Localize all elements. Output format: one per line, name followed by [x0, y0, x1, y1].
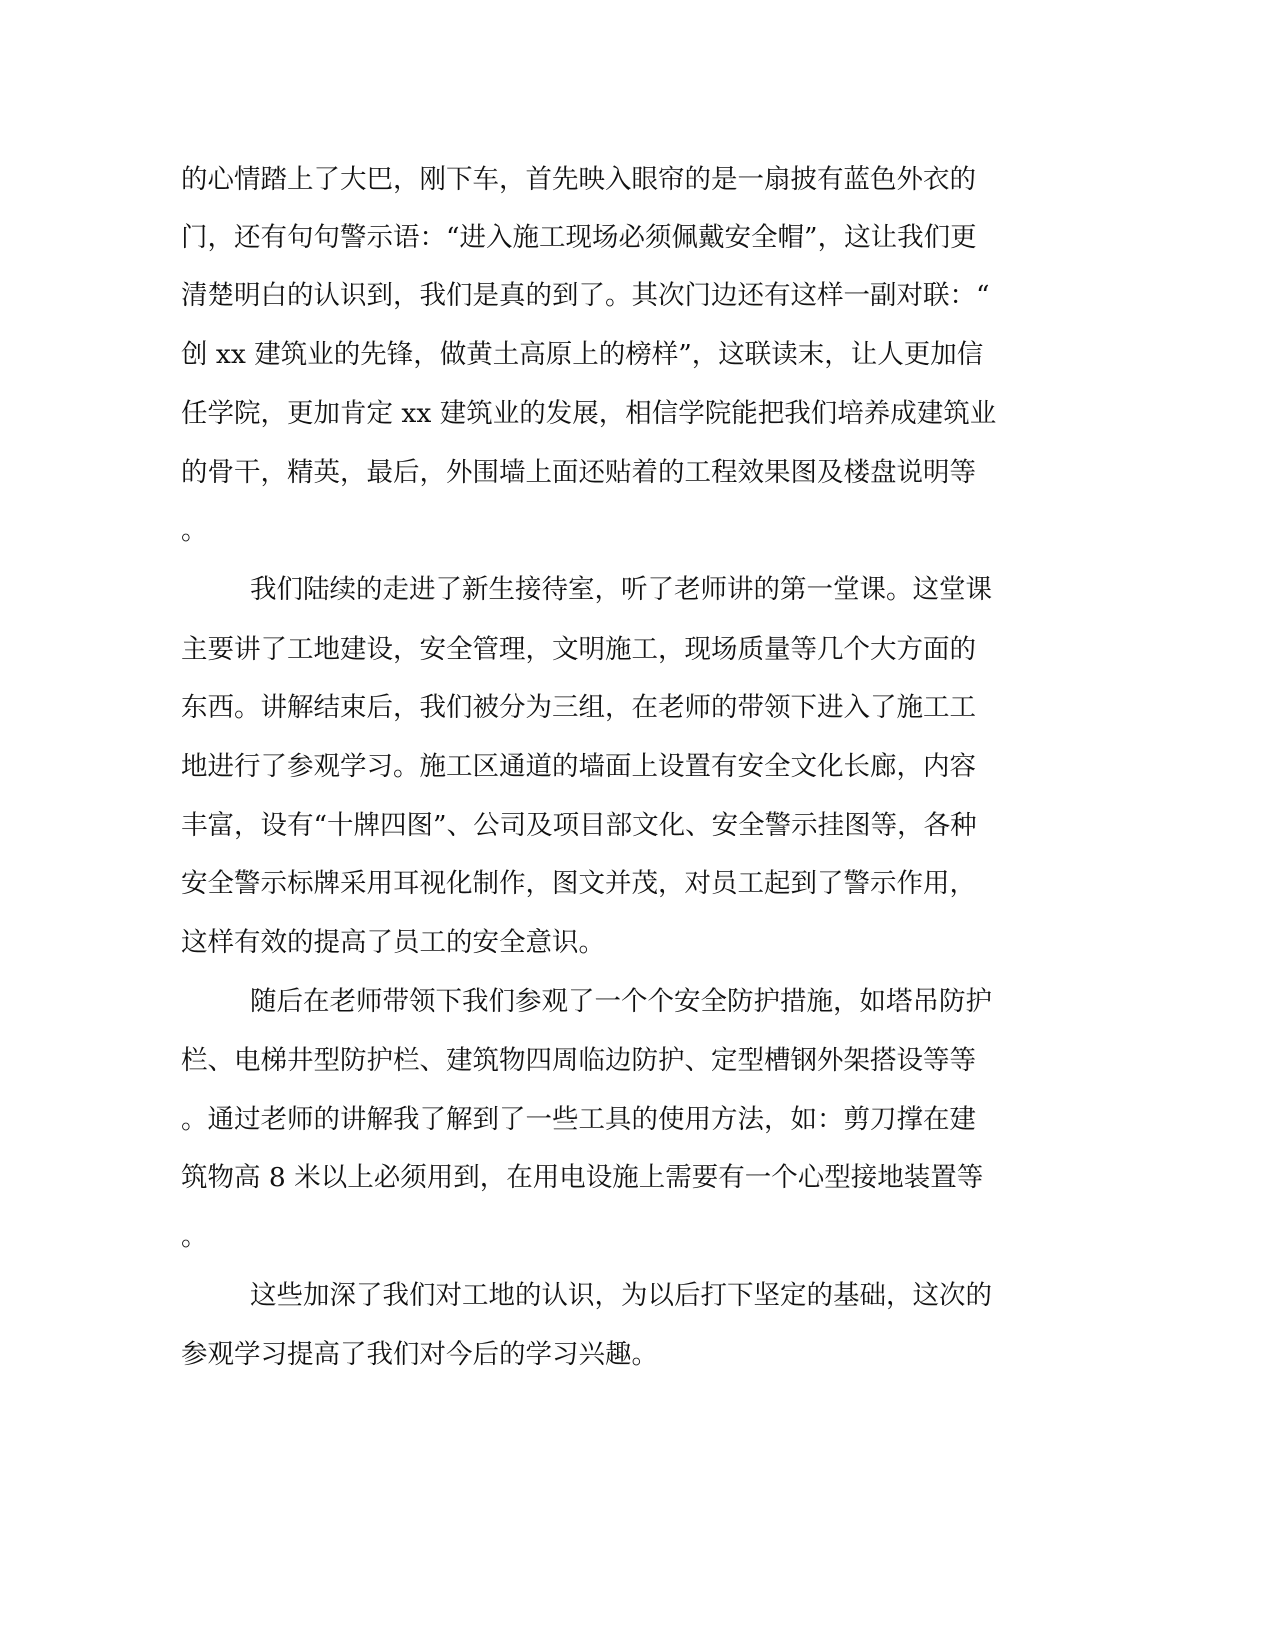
text-line: 门，还有句句警示语：“进入施工现场必须佩戴安全帽”，这让我们更 — [181, 222, 977, 253]
text-line: 的骨干，精英，最后，外围墙上面还贴着的工程效果图及楼盘说明等 — [181, 457, 976, 488]
text-line: 的心情踏上了大巴，刚下车，首先映入眼帘的是一扇披有蓝色外衣的 — [181, 164, 976, 195]
paragraph-first-line: 这些加深了我们对工地的认识，为以后打下坚定的基础，这次的 — [250, 1280, 992, 1311]
text-line: 。 — [181, 1221, 208, 1252]
paragraph-first-line: 随后在老师带领下我们参观了一个个安全防护措施，如塔吊防护 — [250, 986, 992, 1017]
text-line: 清楚明白的认识到，我们是真的到了。其次门边还有这样一副对联：“ — [181, 280, 990, 311]
text-line: 参观学习提高了我们对今后的学习兴趣。 — [181, 1339, 658, 1370]
text-line: 安全警示标牌采用耳视化制作，图文并茂，对员工起到了警示作用， — [181, 868, 976, 899]
text-line: 地进行了参观学习。施工区通道的墙面上设置有安全文化长廊，内容 — [181, 751, 976, 782]
text-line: 这样有效的提高了员工的安全意识。 — [181, 927, 605, 958]
text-line: 。 — [181, 515, 208, 546]
text-line: 主要讲了工地建设，安全管理，文明施工，现场质量等几个大方面的 — [181, 634, 976, 665]
text-line: 筑物高 8 米以上必须用到，在用电设施上需要有一个心型接地装置等 — [181, 1162, 984, 1193]
paragraph-first-line: 我们陆续的走进了新生接待室，听了老师讲的第一堂课。这堂课 — [250, 574, 992, 605]
text-line: 任学院，更加肯定 xx 建筑业的发展，相信学院能把我们培养成建筑业 — [181, 398, 997, 429]
text-line: 东西。讲解结束后，我们被分为三组，在老师的带领下进入了施工工 — [181, 692, 976, 723]
text-line: 栏、电梯井型防护栏、建筑物四周临边防护、定型槽钢外架搭设等等 — [181, 1045, 976, 1076]
text-line: 。通过老师的讲解我了解到了一些工具的使用方法，如：剪刀撑在建 — [181, 1104, 976, 1135]
text-line: 创 xx 建筑业的先锋，做黄土高原上的榜样”，这联读末，让人更加信 — [181, 339, 984, 370]
text-line: 丰富，设有“十牌四图”、公司及项目部文化、安全警示挂图等，各种 — [181, 810, 977, 841]
